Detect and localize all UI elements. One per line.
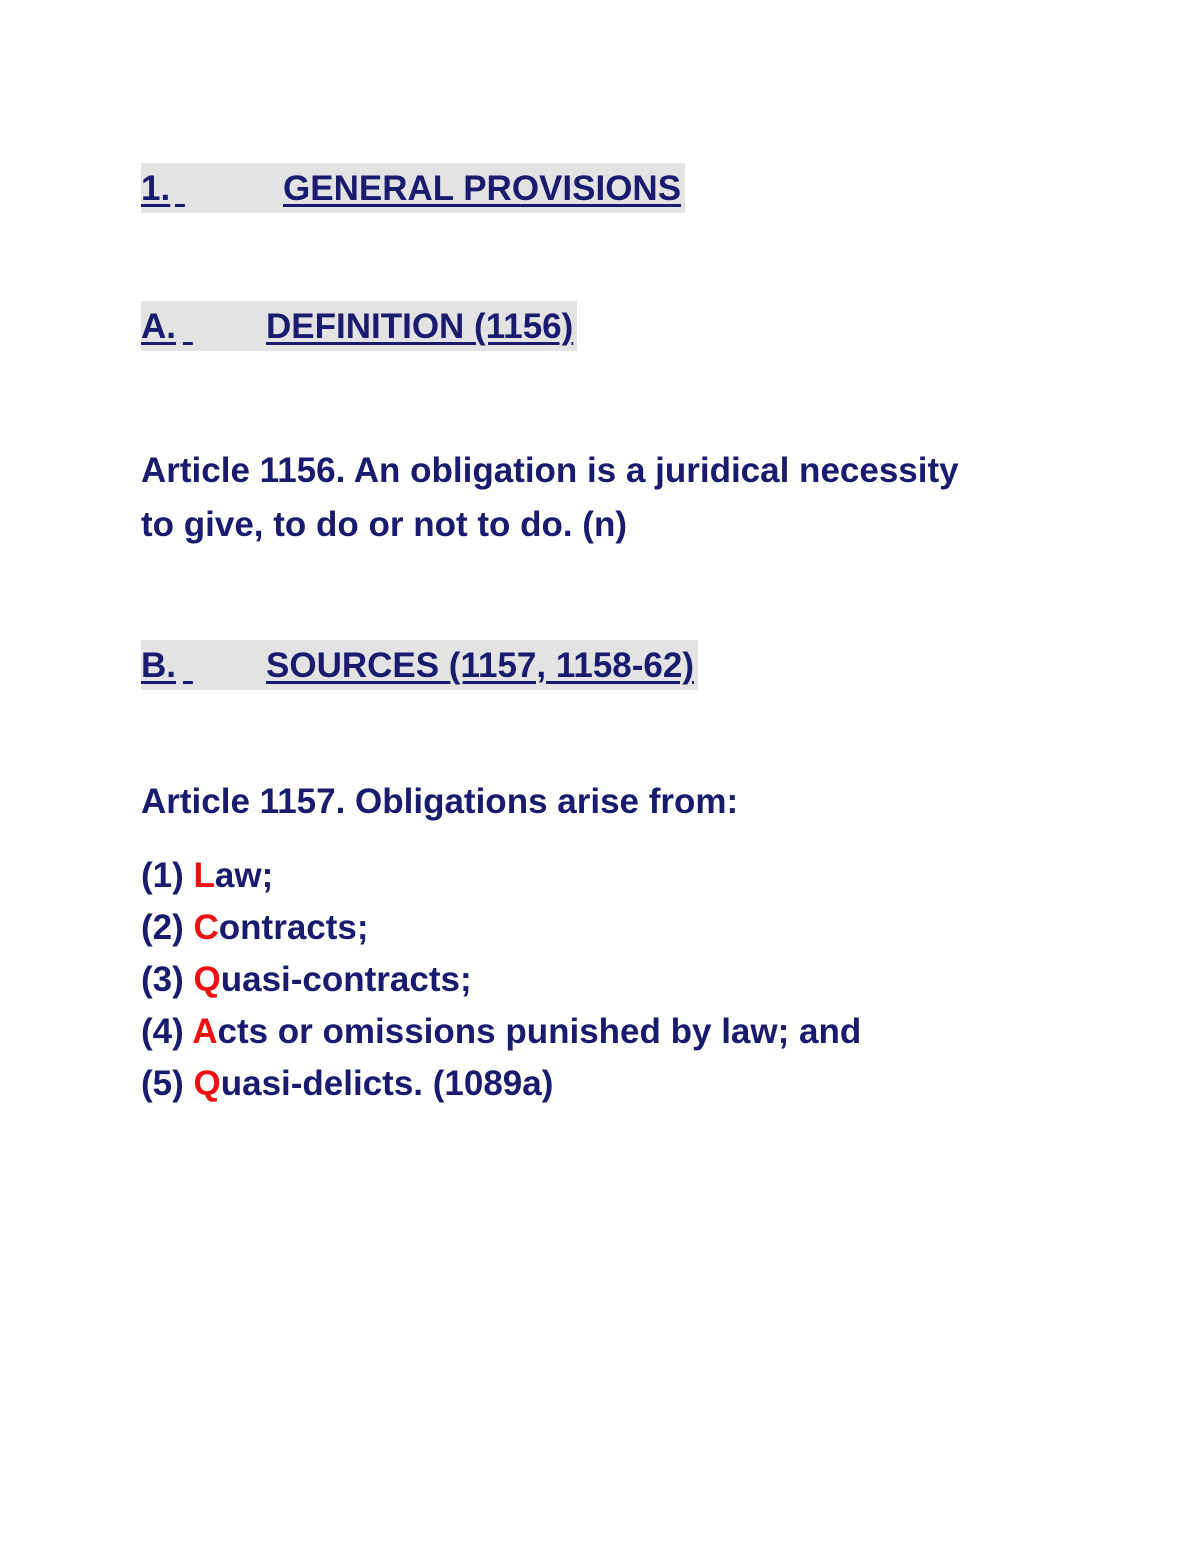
highlighted-initial: L	[193, 856, 215, 895]
section-title: SOURCES (1157, 1158-62)	[266, 645, 695, 685]
section-number: A.	[141, 306, 176, 346]
list-item	[141, 1006, 861, 1058]
list-item-text: cts or omissions punished by law; and	[217, 1012, 862, 1051]
article-1156-line-2: to give, to do or not to do. (n)	[141, 505, 628, 544]
heading-tab-gap	[175, 171, 283, 206]
list-item-text: ontracts;	[218, 908, 369, 947]
article-1156-text	[141, 444, 959, 552]
highlighted-initial: A	[192, 1012, 218, 1051]
list-item	[141, 850, 861, 902]
section-heading-sources	[141, 640, 698, 690]
list-item-text: aw;	[214, 856, 274, 895]
highlighted-initial: C	[193, 908, 219, 947]
highlighted-initial: Q	[193, 960, 221, 999]
list-item	[141, 1058, 861, 1110]
section-number: 1.	[141, 168, 171, 208]
section-title: GENERAL PROVISIONS	[283, 168, 682, 208]
article-1157-text: Article 1157. Obligations arise from:	[141, 782, 739, 821]
section-number: B.	[141, 645, 176, 685]
section-title: DEFINITION (1156)	[266, 306, 574, 346]
list-item	[141, 902, 861, 954]
list-marker: (1)	[141, 856, 194, 895]
list-marker: (3)	[141, 960, 194, 999]
list-marker: (5)	[141, 1064, 194, 1103]
list-marker: (4)	[141, 1012, 193, 1051]
list-marker: (2)	[141, 908, 194, 947]
list-item-text: uasi-contracts;	[220, 960, 472, 999]
sources-list	[141, 850, 861, 1110]
heading-tab-gap	[183, 648, 266, 683]
list-item	[141, 954, 861, 1006]
section-heading-definition	[141, 301, 577, 351]
section-heading-general-provisions	[141, 163, 685, 213]
highlighted-initial: Q	[193, 1064, 221, 1103]
heading-tab-gap	[183, 309, 266, 344]
article-1156-line-1: Article 1156. An obligation is a juridical necessity	[141, 451, 959, 490]
list-item-text: uasi-delicts. (1089a)	[220, 1064, 554, 1103]
